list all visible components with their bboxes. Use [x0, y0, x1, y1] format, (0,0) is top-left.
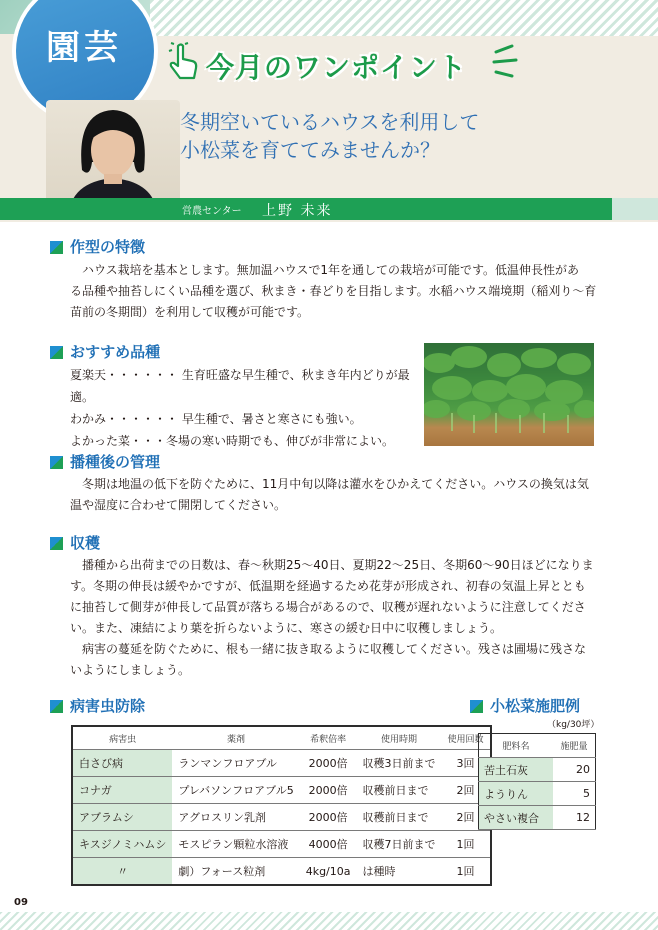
table-row — [479, 806, 596, 830]
table-row — [479, 782, 596, 806]
pointing-hand-icon — [168, 42, 200, 82]
dilution-cell: 2000倍 — [300, 777, 357, 804]
text-line: 温や湿度に合わせて開閉してください。 — [70, 498, 287, 512]
section-marker-icon — [50, 537, 63, 550]
timing-cell: 収穫前日まで — [357, 777, 442, 804]
column-header: 施肥量 — [553, 734, 596, 758]
table-row — [72, 858, 491, 886]
cropping-paragraph — [70, 260, 610, 323]
table-row — [72, 750, 491, 777]
komatsuna-field-photo — [424, 343, 594, 446]
text-line: ハウス栽培を基本とします。無加温ハウスで1年を通しての栽培が可能です。低温伸長性があ — [70, 263, 579, 277]
timing-cell: 収穫前日まで — [357, 804, 442, 831]
table-header-row — [479, 734, 596, 758]
headline — [180, 108, 600, 164]
variety-list — [70, 364, 420, 452]
text-line: 冬期は地温の低下を防ぐために、11月中旬以降は灌水をひかえてください。ハウスの換気は気 — [70, 477, 589, 491]
count-cell: 2回 — [442, 804, 491, 831]
section-marker-icon — [50, 241, 63, 254]
section-heading-pest-control: 病害虫防除 — [70, 697, 146, 715]
author-affiliation: 営農センター — [182, 206, 242, 217]
count-cell: 3回 — [442, 750, 491, 777]
column-header: 薬剤 — [172, 726, 299, 750]
column-header: 使用時期 — [357, 726, 442, 750]
fertilizer-table — [478, 733, 596, 830]
chemical-cell: アグロスリン乳剤 — [172, 804, 299, 831]
column-header: 希釈倍率 — [300, 726, 357, 750]
section-heading-harvest: 収穫 — [70, 534, 101, 552]
dilution-cell: 2000倍 — [300, 750, 357, 777]
header-stripe-pattern — [150, 0, 658, 36]
chemical-cell: モスピラン顆粒水溶液 — [172, 831, 299, 858]
timing-cell: は種時 — [357, 858, 442, 886]
pest-cell: コナガ — [72, 777, 172, 804]
text-line: い。また、凍結により葉を折らないように、寒さの緩む日中に収穫しましょう。 — [70, 621, 503, 635]
variety-item: よかった菜・・・冬場の寒い時期でも、伸びが非常によい。 — [70, 434, 395, 448]
column-header: 肥料名 — [479, 734, 553, 758]
text-line: す。冬期の伸長は緩やかですが、低温期を経過するため花芽が形成され、初春の気温上昇ととも — [70, 579, 586, 593]
pest-cell: 〃 — [72, 858, 172, 886]
timing-cell: 収穫3日前まで — [357, 750, 442, 777]
feature-title: 今月のワンポイント — [206, 51, 468, 84]
author-bar-tab — [612, 198, 658, 220]
dilution-cell: 4kg/10a — [300, 858, 357, 886]
dilution-cell: 4000倍 — [300, 831, 357, 858]
section-heading-cropping: 作型の特徴 — [70, 238, 146, 256]
count-cell: 2回 — [442, 777, 491, 804]
section-marker-icon — [50, 700, 63, 713]
headline-line-2: 小松菜を育ててみませんか？ — [180, 138, 440, 162]
variety-item: 夏楽天・・・・・・ 生育旺盛な早生種で、秋まき年内どりが最適。 — [70, 368, 410, 404]
amount-cell: 5 — [553, 782, 596, 806]
text-line: 苗前の冬期間）を利用して収穫が可能です。 — [70, 305, 310, 319]
fertilizer-unit-label: （kg/30坪） — [547, 720, 600, 730]
pest-cell: 白さび病 — [72, 750, 172, 777]
dilution-cell: 2000倍 — [300, 804, 357, 831]
pest-cell: アブラムシ — [72, 804, 172, 831]
table-row — [479, 758, 596, 782]
pest-control-table — [71, 725, 492, 886]
headline-line-1: 冬期空いているハウスを利用して — [180, 110, 480, 134]
fertilizer-name-cell: 苦土石灰 — [479, 758, 553, 782]
footer-stripe-pattern — [0, 912, 658, 930]
chemical-cell: プレバソンフロアブル5 — [172, 777, 299, 804]
text-line: 播種から出荷までの日数は、春～秋期25～40日、夏期22～25日、冬期60～90日ほどになりま — [70, 558, 594, 572]
sparkle-lines-icon — [492, 44, 518, 78]
section-heading-management: 播種後の管理 — [70, 453, 161, 471]
chemical-cell: ランマンフロアブル — [172, 750, 299, 777]
section-marker-icon — [50, 456, 63, 469]
text-line: に抽苔して側芽が伸長して品質が落ちる場合があるので、収穫が遅れないように注意してくださ — [70, 600, 586, 614]
section-marker-icon — [470, 700, 483, 713]
amount-cell: 12 — [553, 806, 596, 830]
fertilizer-name-cell: やさい複合 — [479, 806, 553, 830]
section-heading-varieties: おすすめ品種 — [70, 343, 161, 361]
chemical-cell: 劇）フォース粒剤 — [172, 858, 299, 886]
variety-item: わかみ・・・・・・ 早生種で、暑さと寒さにも強い。 — [70, 412, 362, 426]
section-marker-icon — [50, 346, 63, 359]
pest-cell: キスジノミハムシ — [72, 831, 172, 858]
category-label: 園芸 — [46, 28, 122, 68]
column-header: 使用回数 — [442, 726, 491, 750]
count-cell: 1回 — [442, 831, 491, 858]
management-paragraph — [70, 474, 610, 516]
count-cell: 1回 — [442, 858, 491, 886]
text-line: いようにしましょう。 — [70, 663, 191, 677]
fertilizer-name-cell: ようりん — [479, 782, 553, 806]
text-line: 病害の蔓延を防ぐために、根も一緒に抜き取るように収穫してください。残さは圃場に残さな — [70, 642, 587, 656]
timing-cell: 収穫7日前まで — [357, 831, 442, 858]
table-row — [72, 831, 491, 858]
column-header: 病害虫 — [72, 726, 172, 750]
table-header-row — [72, 726, 491, 750]
table-row — [72, 804, 491, 831]
page-number: 09 — [14, 897, 28, 908]
author-name: 上野 未来 — [262, 203, 333, 219]
amount-cell: 20 — [553, 758, 596, 782]
table-row — [72, 777, 491, 804]
text-line: る品種や抽苔しにくい品種を選び、秋まき・春どりを目指します。水稲ハウス端境期（稲刈り～育 — [70, 284, 597, 298]
harvest-paragraph — [70, 555, 610, 681]
section-heading-fertilizer: 小松菜施肥例 — [490, 697, 581, 715]
